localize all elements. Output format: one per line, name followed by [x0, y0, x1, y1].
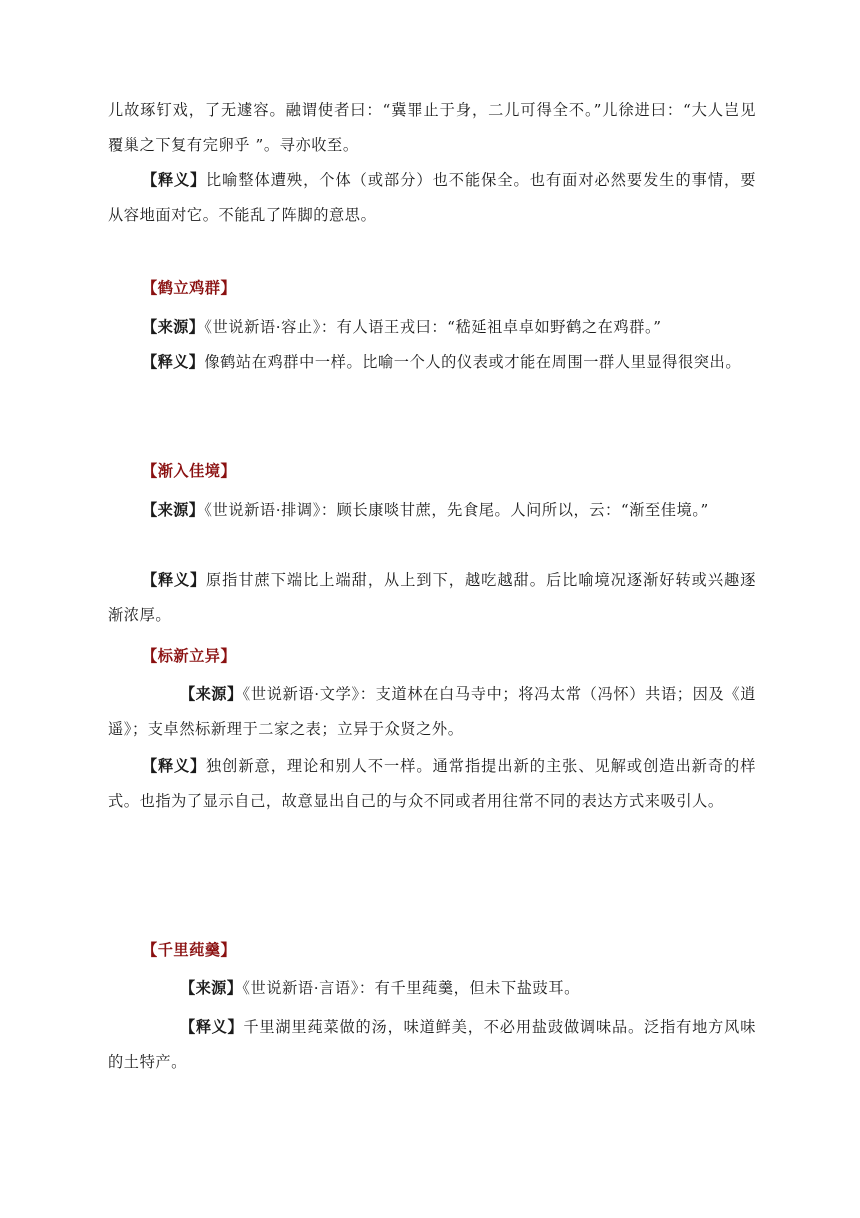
idiom-source: [108, 310, 756, 345]
meaning-text: 原指甘蔗下端比上端甜，从上到下，越吃越甜。后比喻境况逐渐好转或兴趣逐渐浓厚。: [108, 571, 756, 624]
idiom-title-biaoxin-liyi: 【标新立异】: [142, 647, 237, 665]
meaning-text: 像鹤站在鸡群中一样。比喻一个人的仪表或才能在周围一群人里显得很突出。: [204, 353, 742, 371]
meaning-text: 独创新意，理论和别人不一样。通常指提出新的主张、见解或创造出新奇的样式。也指为了显示自己，故意显出自己的与众不同或者用往常不同的表达方式来吸引人。: [108, 757, 756, 810]
idiom-source: [108, 493, 756, 528]
meaning-text: 比喻整体遭殃，个体（或部分）也不能保全。也有面对必然要发生的事情，要从容地面对它。不能乱了阵脚的意思。: [108, 171, 756, 224]
idiom-title-heli-jiqun: 【鹤立鸡群】: [142, 279, 237, 297]
meaning-label: 【释义】: [142, 571, 206, 589]
source-text: 《世说新语·容止》：有人语王戎曰：“嵇延祖卓卓如野鹤之在鸡群。”: [204, 318, 662, 336]
intro-source-continuation: [108, 93, 756, 163]
idiom-meaning: [108, 563, 756, 633]
meaning-label: 【释义】: [142, 353, 205, 371]
source-text: 《世说新语·文学》：支道林在白马寺中；将冯太常（冯怀）共语；因及《逍遥》；支卓然标新理于二家之表；立异于众贤之外。: [108, 685, 756, 738]
idiom-title-jianru-jiajing: 【渐入佳境】: [142, 462, 237, 480]
idiom-title-qianli-chungeng: 【千里莼羹】: [142, 941, 237, 959]
source-label: 【来源】: [180, 979, 243, 997]
meaning-label: 【释义】: [142, 757, 206, 775]
meaning-label: 【释义】: [180, 1018, 244, 1036]
intro-continuation-text: 儿故琢钉戏，了无遽容。融谓使者曰：“冀罪止于身，二儿可得全不。”儿徐进曰：“大人岂见覆巢之下复有完卵乎 ”。寻亦收至。: [108, 101, 756, 154]
source-label: 【来源】: [142, 501, 205, 519]
meaning-label: 【释义】: [142, 171, 206, 189]
idiom-source: [108, 971, 756, 1006]
source-label: 【来源】: [142, 318, 205, 336]
idiom-meaning: [108, 1010, 756, 1080]
source-text: 《世说新语·言语》：有千里莼羹，但未下盐豉耳。: [242, 979, 580, 997]
source-text: 《世说新语·排调》：顾长康啖甘蔗，先食尾。人问所以，云：“渐至佳境。”: [204, 501, 709, 519]
idiom-meaning: [108, 749, 756, 819]
intro-meaning: [108, 163, 756, 233]
source-label: 【来源】: [180, 685, 243, 703]
idiom-meaning: [108, 345, 756, 380]
idiom-source: [108, 677, 756, 747]
meaning-text: 千里湖里莼菜做的汤，味道鲜美，不必用盐豉做调味品。泛指有地方风味的土特产。: [108, 1018, 757, 1071]
